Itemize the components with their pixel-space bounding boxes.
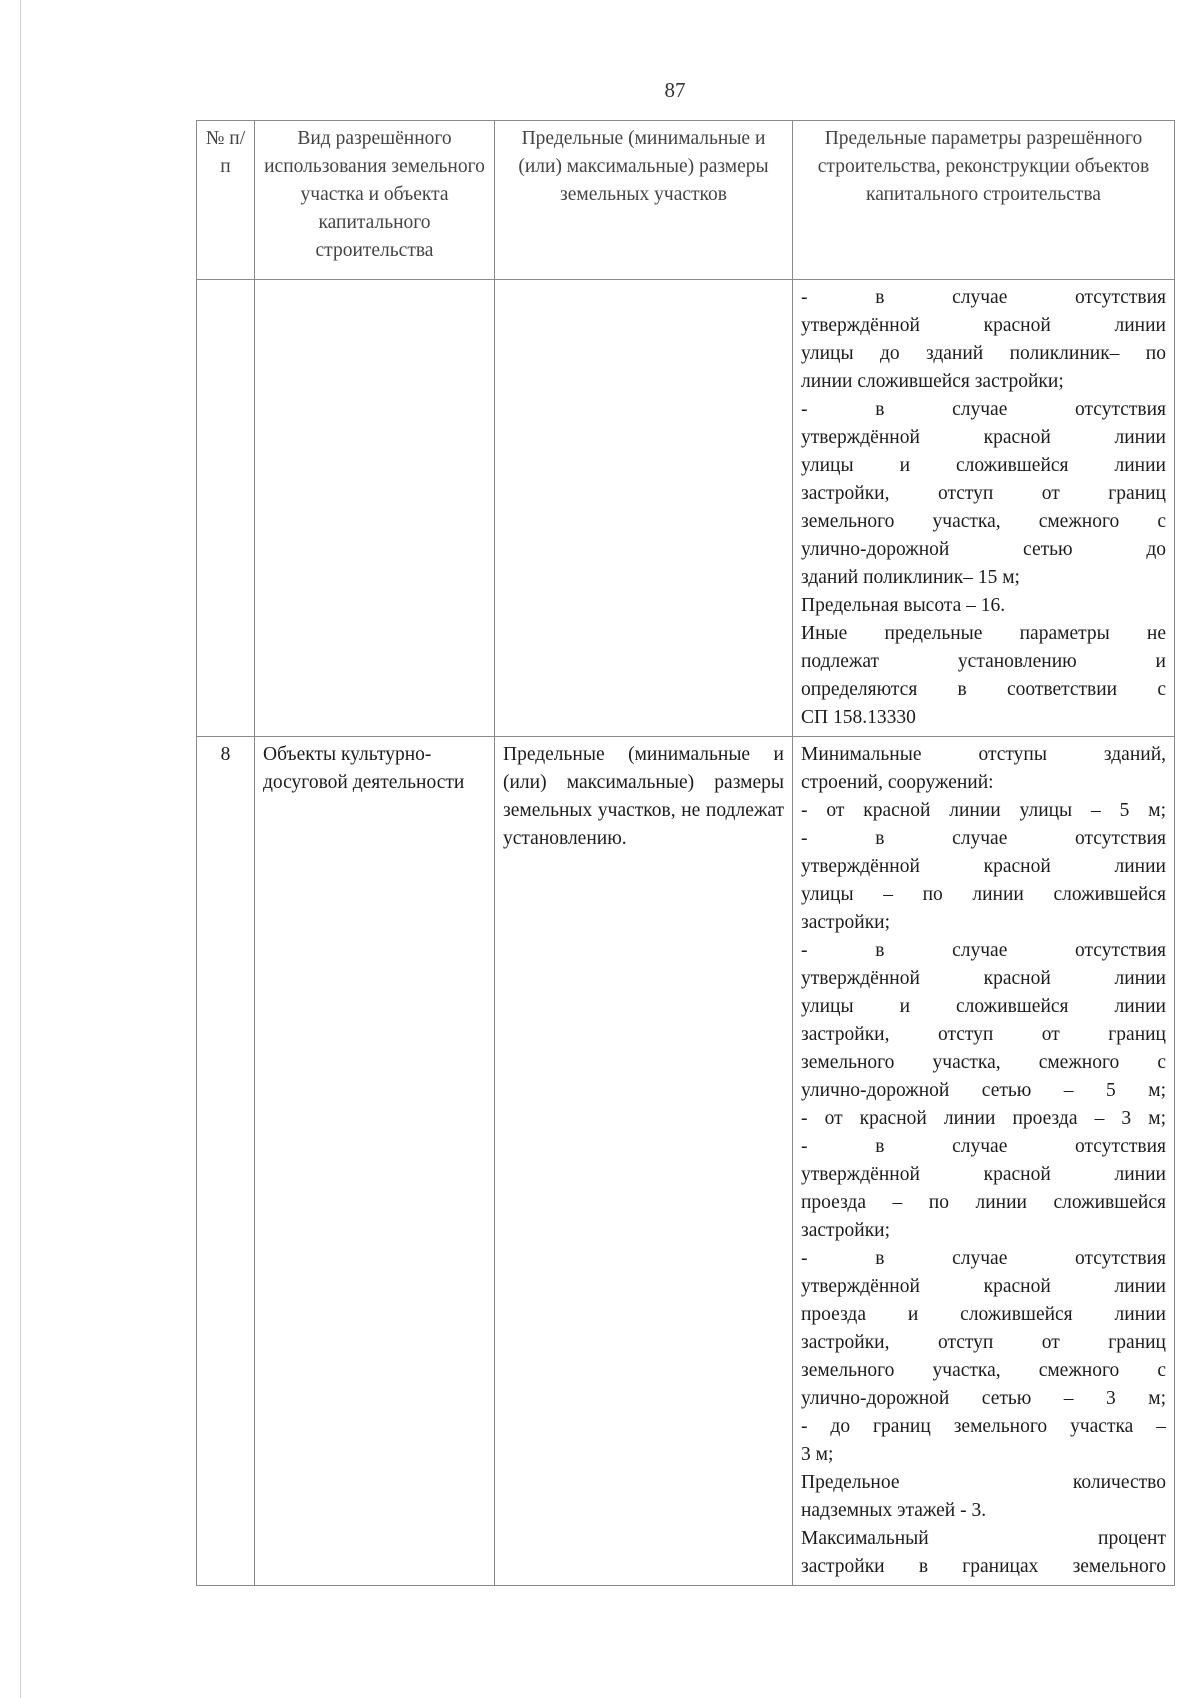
param-line: утверждённой красной линии (801, 968, 1166, 989)
table-row (197, 280, 1175, 737)
page-margin-line (20, 0, 21, 1698)
param-line: СП 158.13330 (801, 707, 916, 728)
param-line: - в случае отсутствия (801, 399, 1166, 420)
param-line: Иные предельные параметры не (801, 623, 1166, 644)
param-line: Предельная высота – 16. (801, 595, 1006, 616)
param-line: улицы до зданий поликлиник– по (801, 343, 1166, 364)
param-line: Максимальный процент (801, 1528, 1166, 1549)
row-permitted-use (255, 280, 495, 737)
param-line: - до границ земельного участка – (801, 1416, 1166, 1437)
param-line: строений, сооружений: (801, 772, 994, 793)
param-line: улицы и сложившейся линии (801, 996, 1166, 1017)
param-line: улицы – по линии сложившейся (801, 884, 1166, 905)
param-line: земельного участка, смежного с (801, 511, 1166, 532)
param-line: - в случае отсутствия (801, 828, 1166, 849)
param-line: - в случае отсутствия (801, 287, 1166, 308)
param-line: определяются в соответствии с (801, 679, 1166, 700)
param-line: проезда – по линии сложившейся (801, 1192, 1166, 1213)
param-line: застройки в границах земельного (801, 1556, 1166, 1577)
param-line: улично-дорожной сетью до (801, 539, 1166, 560)
param-line: 3 м; (801, 1444, 834, 1465)
row-number (197, 280, 255, 737)
param-line: утверждённой красной линии (801, 856, 1166, 877)
row-building-parameters (793, 737, 1175, 1586)
param-line: улицы и сложившейся линии (801, 455, 1166, 476)
param-line: застройки, отступ от границ (801, 483, 1166, 504)
param-line: Предельное количество (801, 1472, 1166, 1493)
param-line: зданий поликлиник– 15 м; (801, 567, 1020, 588)
row-plot-size: Предельные (минимальные и (или) максимальные) размеры земельных участков, не подлежат установлению. (495, 737, 793, 1586)
param-line: линии сложившейся застройки; (801, 371, 1064, 392)
param-line: проезда и сложившейся линии (801, 1304, 1166, 1325)
param-line: утверждённой красной линии (801, 315, 1166, 336)
zoning-regulations-table (196, 120, 1175, 1586)
param-line: застройки, отступ от границ (801, 1024, 1166, 1045)
param-line: - от красной линии улицы – 5 м; (801, 800, 1166, 821)
row-plot-size (495, 280, 793, 737)
header-plot-size: Предельные (минимальные и (или) максимальные) размеры земельных участков (495, 121, 793, 280)
table-header-row (197, 121, 1175, 280)
param-line: - в случае отсутствия (801, 1136, 1166, 1157)
param-line: улично-дорожной сетью – 5 м; (801, 1080, 1166, 1101)
param-line: Минимальные отступы зданий, (801, 744, 1166, 765)
header-building-parameters: Предельные параметры разрешённого строительства, реконструкции объектов капитального строительства (793, 121, 1175, 280)
header-number: № п/п (197, 121, 255, 280)
header-permitted-use: Вид разрешённого использования земельного участка и объекта капитального строительства (255, 121, 495, 280)
param-line: земельного участка, смежного с (801, 1360, 1166, 1381)
param-line: надземных этажей - 3. (801, 1500, 987, 1521)
row-building-parameters (793, 280, 1175, 737)
param-line: - в случае отсутствия (801, 940, 1166, 961)
param-line: - от красной линии проезда – 3 м; (801, 1108, 1166, 1129)
page-number: 87 (664, 78, 686, 102)
param-line: утверждённой красной линии (801, 427, 1166, 448)
param-line: застройки; (801, 1220, 891, 1241)
param-line: утверждённой красной линии (801, 1164, 1166, 1185)
param-line: земельного участка, смежного с (801, 1052, 1166, 1073)
table-row (197, 737, 1175, 1586)
param-line: подлежат установлению и (801, 651, 1166, 672)
param-line: - в случае отсутствия (801, 1248, 1166, 1269)
param-line: застройки; (801, 912, 891, 933)
row-number: 8 (197, 737, 255, 1586)
row-permitted-use: Объекты культурно-досуговой деятельности (255, 737, 495, 1586)
param-line: застройки, отступ от границ (801, 1332, 1166, 1353)
param-line: улично-дорожной сетью – 3 м; (801, 1388, 1166, 1409)
param-line: утверждённой красной линии (801, 1276, 1166, 1297)
